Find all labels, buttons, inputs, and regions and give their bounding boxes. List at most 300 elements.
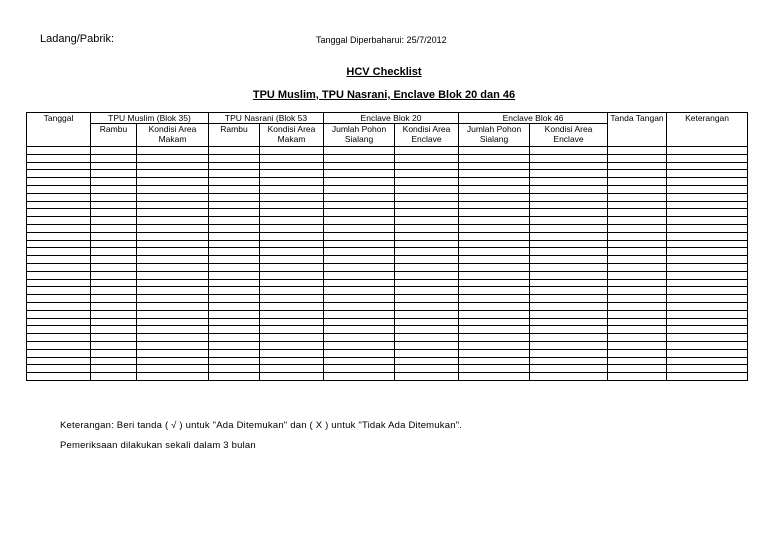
table-cell (530, 178, 608, 186)
table-cell (27, 263, 91, 271)
table-cell (137, 224, 209, 232)
table-cell (137, 310, 209, 318)
table-cell (667, 193, 748, 201)
table-cell (209, 193, 260, 201)
header-kondisi-enclave-46: Kondisi Area Enclave (530, 124, 608, 147)
table-cell (324, 318, 395, 326)
table-cell (324, 240, 395, 248)
table-cell (530, 201, 608, 209)
table-cell (667, 287, 748, 295)
table-cell (260, 295, 324, 303)
table-cell (91, 302, 137, 310)
table-row (27, 318, 748, 326)
table-cell (27, 170, 91, 178)
table-cell (260, 302, 324, 310)
table-cell (459, 334, 530, 342)
table-cell (459, 185, 530, 193)
table-cell (260, 256, 324, 264)
table-cell (260, 147, 324, 155)
table-cell (395, 240, 459, 248)
table-cell (530, 287, 608, 295)
table-cell (137, 334, 209, 342)
table-cell (608, 326, 667, 334)
table-cell (91, 248, 137, 256)
table-row (27, 232, 748, 240)
table-row (27, 193, 748, 201)
table-cell (395, 365, 459, 373)
table-row (27, 302, 748, 310)
table-cell (209, 334, 260, 342)
table-cell (459, 357, 530, 365)
table-row (27, 178, 748, 186)
table-cell (260, 310, 324, 318)
table-cell (324, 349, 395, 357)
table-cell (209, 170, 260, 178)
table-cell (91, 232, 137, 240)
table-cell (667, 279, 748, 287)
table-cell (27, 334, 91, 342)
table-cell (324, 178, 395, 186)
table-cell (459, 279, 530, 287)
table-cell (260, 326, 324, 334)
header-rambu-nasrani: Rambu (209, 124, 260, 147)
table-cell (667, 310, 748, 318)
header-tpu-nasrani: TPU Nasrani (Blok 53 (209, 113, 324, 124)
table-cell (27, 209, 91, 217)
table-cell (395, 147, 459, 155)
table-row (27, 224, 748, 232)
table-cell (209, 224, 260, 232)
table-cell (260, 341, 324, 349)
table-cell (137, 263, 209, 271)
header-kondisi-makam-muslim: Kondisi Area Makam (137, 124, 209, 147)
table-cell (667, 147, 748, 155)
table-row (27, 147, 748, 155)
table-cell (209, 248, 260, 256)
table-body (27, 147, 748, 381)
table-cell (137, 318, 209, 326)
table-cell (137, 154, 209, 162)
table-cell (91, 263, 137, 271)
table-cell (459, 193, 530, 201)
table-cell (260, 178, 324, 186)
table-cell (324, 162, 395, 170)
table-row (27, 240, 748, 248)
table-cell (27, 279, 91, 287)
table-cell (260, 170, 324, 178)
table-cell (260, 217, 324, 225)
table-cell (608, 341, 667, 349)
table-cell (395, 349, 459, 357)
table-cell (459, 373, 530, 381)
table-cell (667, 162, 748, 170)
table-cell (667, 263, 748, 271)
table-cell (27, 185, 91, 193)
table-cell (530, 217, 608, 225)
table-row (27, 365, 748, 373)
table-row (27, 256, 748, 264)
table-cell (608, 147, 667, 155)
table-cell (260, 185, 324, 193)
table-cell (395, 373, 459, 381)
table-cell (91, 365, 137, 373)
table-row (27, 185, 748, 193)
table-cell (395, 232, 459, 240)
table-cell (667, 357, 748, 365)
table-cell (91, 147, 137, 155)
table-cell (260, 349, 324, 357)
table-cell (91, 201, 137, 209)
table-cell (209, 310, 260, 318)
table-cell (27, 287, 91, 295)
table-cell (137, 373, 209, 381)
table-cell (667, 334, 748, 342)
table-cell (667, 248, 748, 256)
table-cell (608, 373, 667, 381)
table-cell (27, 224, 91, 232)
table-cell (395, 154, 459, 162)
table-cell (91, 240, 137, 248)
table-cell (530, 326, 608, 334)
table-cell (324, 326, 395, 334)
table-cell (667, 209, 748, 217)
table-cell (91, 295, 137, 303)
table-cell (608, 310, 667, 318)
table-cell (395, 271, 459, 279)
table-cell (27, 357, 91, 365)
table-cell (608, 287, 667, 295)
table-cell (459, 170, 530, 178)
table-cell (395, 224, 459, 232)
table-cell (209, 201, 260, 209)
table-cell (667, 201, 748, 209)
table-cell (137, 357, 209, 365)
table-cell (27, 318, 91, 326)
table-cell (91, 170, 137, 178)
table-cell (324, 248, 395, 256)
table-cell (324, 193, 395, 201)
table-cell (137, 170, 209, 178)
table-cell (459, 209, 530, 217)
table-cell (608, 248, 667, 256)
table-cell (91, 217, 137, 225)
table-cell (91, 154, 137, 162)
table-cell (137, 193, 209, 201)
table-cell (608, 224, 667, 232)
table-cell (324, 279, 395, 287)
table-cell (324, 287, 395, 295)
table-cell (91, 209, 137, 217)
table-cell (530, 349, 608, 357)
table-cell (260, 193, 324, 201)
table-cell (530, 170, 608, 178)
table-cell (395, 209, 459, 217)
table-cell (608, 318, 667, 326)
table-cell (260, 240, 324, 248)
table-cell (260, 248, 324, 256)
table-cell (608, 217, 667, 225)
table-cell (530, 232, 608, 240)
table-cell (260, 154, 324, 162)
table-row (27, 373, 748, 381)
table-cell (27, 373, 91, 381)
table-cell (137, 271, 209, 279)
table-cell (530, 209, 608, 217)
table-cell (608, 279, 667, 287)
table-cell (459, 341, 530, 349)
table-cell (608, 193, 667, 201)
table-cell (324, 256, 395, 264)
table-cell (395, 178, 459, 186)
table-cell (209, 302, 260, 310)
header-tpu-muslim: TPU Muslim (Blok 35) (91, 113, 209, 124)
table-cell (530, 147, 608, 155)
table-cell (530, 295, 608, 303)
table-cell (530, 154, 608, 162)
table-cell (209, 279, 260, 287)
table-cell (324, 271, 395, 279)
table-cell (91, 310, 137, 318)
table-cell (27, 240, 91, 248)
table-cell (608, 201, 667, 209)
table-cell (395, 357, 459, 365)
table-cell (91, 162, 137, 170)
table-cell (324, 201, 395, 209)
table-cell (137, 248, 209, 256)
table-cell (459, 232, 530, 240)
table-row (27, 357, 748, 365)
table-cell (459, 318, 530, 326)
table-cell (137, 162, 209, 170)
table-cell (530, 248, 608, 256)
table-cell (608, 256, 667, 264)
table-cell (137, 185, 209, 193)
table-cell (530, 318, 608, 326)
table-cell (395, 248, 459, 256)
table-cell (459, 178, 530, 186)
table-row (27, 341, 748, 349)
table-cell (667, 271, 748, 279)
table-cell (530, 302, 608, 310)
table-cell (395, 193, 459, 201)
table-cell (137, 256, 209, 264)
table-cell (324, 170, 395, 178)
table-cell (260, 271, 324, 279)
table-cell (459, 287, 530, 295)
table-cell (91, 357, 137, 365)
table-cell (530, 310, 608, 318)
table-cell (608, 263, 667, 271)
table-cell (667, 178, 748, 186)
table-cell (395, 217, 459, 225)
table-cell (209, 349, 260, 357)
table-cell (91, 271, 137, 279)
table-cell (27, 201, 91, 209)
table-cell (27, 147, 91, 155)
table-cell (395, 162, 459, 170)
table-cell (91, 287, 137, 295)
table-cell (459, 162, 530, 170)
table-cell (395, 170, 459, 178)
table-cell (324, 209, 395, 217)
table-cell (27, 271, 91, 279)
table-cell (459, 256, 530, 264)
table-cell (27, 302, 91, 310)
table-cell (260, 318, 324, 326)
table-row (27, 263, 748, 271)
table-cell (27, 162, 91, 170)
table-cell (27, 326, 91, 334)
table-cell (260, 287, 324, 295)
table-cell (324, 341, 395, 349)
table-cell (209, 373, 260, 381)
table-cell (608, 302, 667, 310)
table-cell (91, 373, 137, 381)
table-cell (608, 357, 667, 365)
header-jumlah-pohon-46: Jumlah Pohon Sialang (459, 124, 530, 147)
table-cell (27, 232, 91, 240)
table-cell (395, 185, 459, 193)
table-cell (91, 349, 137, 357)
table-cell (608, 295, 667, 303)
table-cell (137, 349, 209, 357)
table-cell (608, 154, 667, 162)
table-cell (137, 365, 209, 373)
table-cell (608, 162, 667, 170)
table-cell (209, 271, 260, 279)
table-cell (608, 170, 667, 178)
table-cell (667, 154, 748, 162)
table-cell (530, 357, 608, 365)
table-cell (324, 310, 395, 318)
table-cell (324, 154, 395, 162)
table-cell (209, 357, 260, 365)
table-cell (260, 224, 324, 232)
table-cell (324, 302, 395, 310)
table-cell (395, 279, 459, 287)
table-cell (260, 232, 324, 240)
table-cell (667, 224, 748, 232)
table-cell (209, 287, 260, 295)
table-cell (530, 271, 608, 279)
table-row (27, 217, 748, 225)
table-cell (27, 248, 91, 256)
note-legend: Keterangan: Beri tanda ( √ ) untuk "Ada Ditemukan" dan ( X ) untuk "Tidak Ada Ditemukan". (60, 420, 463, 431)
table-cell (667, 365, 748, 373)
table-cell (209, 240, 260, 248)
table-cell (324, 334, 395, 342)
header-enclave-20: Enclave Blok 20 (324, 113, 459, 124)
table-cell (324, 357, 395, 365)
table-cell (209, 147, 260, 155)
table-cell (137, 295, 209, 303)
table-cell (324, 147, 395, 155)
table-cell (530, 341, 608, 349)
table-cell (209, 217, 260, 225)
table-cell (91, 279, 137, 287)
table-cell (530, 224, 608, 232)
table-cell (137, 341, 209, 349)
table-cell (667, 326, 748, 334)
table-cell (91, 185, 137, 193)
table-cell (27, 310, 91, 318)
note-frequency: Pemeriksaan dilakukan sekali dalam 3 bulan (60, 440, 256, 451)
table-row (27, 287, 748, 295)
table-cell (530, 240, 608, 248)
header-kondisi-makam-nasrani: Kondisi Area Makam (260, 124, 324, 147)
table-cell (459, 302, 530, 310)
table-cell (667, 170, 748, 178)
table-cell (260, 279, 324, 287)
table-cell (459, 263, 530, 271)
table-cell (324, 224, 395, 232)
table-cell (608, 185, 667, 193)
table-cell (667, 256, 748, 264)
table-cell (667, 185, 748, 193)
table-cell (395, 295, 459, 303)
table-cell (324, 232, 395, 240)
table-cell (667, 349, 748, 357)
table-cell (260, 162, 324, 170)
table-cell (324, 373, 395, 381)
table-cell (530, 185, 608, 193)
table-cell (667, 302, 748, 310)
table-cell (530, 334, 608, 342)
table-row (27, 334, 748, 342)
table-cell (608, 209, 667, 217)
table-cell (459, 201, 530, 209)
table-cell (608, 178, 667, 186)
table-cell (137, 279, 209, 287)
table-cell (324, 365, 395, 373)
table-cell (530, 365, 608, 373)
table-cell (137, 178, 209, 186)
table-cell (395, 302, 459, 310)
table-cell (395, 326, 459, 334)
table-cell (260, 201, 324, 209)
table-row (27, 279, 748, 287)
table-cell (27, 193, 91, 201)
header-enclave-46: Enclave Blok 46 (459, 113, 608, 124)
table-cell (395, 310, 459, 318)
table-cell (667, 341, 748, 349)
table-cell (459, 147, 530, 155)
table-cell (459, 349, 530, 357)
table-cell (608, 240, 667, 248)
table-cell (209, 154, 260, 162)
table-cell (27, 341, 91, 349)
table-cell (324, 263, 395, 271)
table-cell (459, 310, 530, 318)
table-cell (459, 217, 530, 225)
header-kondisi-enclave-20: Kondisi Area Enclave (395, 124, 459, 147)
table-cell (260, 334, 324, 342)
table-cell (530, 256, 608, 264)
table-cell (137, 147, 209, 155)
table-cell (27, 295, 91, 303)
table-cell (209, 209, 260, 217)
table-cell (459, 365, 530, 373)
table-cell (608, 271, 667, 279)
table-cell (459, 248, 530, 256)
table-cell (395, 256, 459, 264)
header-tanda-tangan: Tanda Tangan (608, 113, 667, 147)
table-row (27, 162, 748, 170)
table-cell (395, 287, 459, 295)
header-jumlah-pohon-20: Jumlah Pohon Sialang (324, 124, 395, 147)
table-cell (608, 232, 667, 240)
table-cell (667, 240, 748, 248)
